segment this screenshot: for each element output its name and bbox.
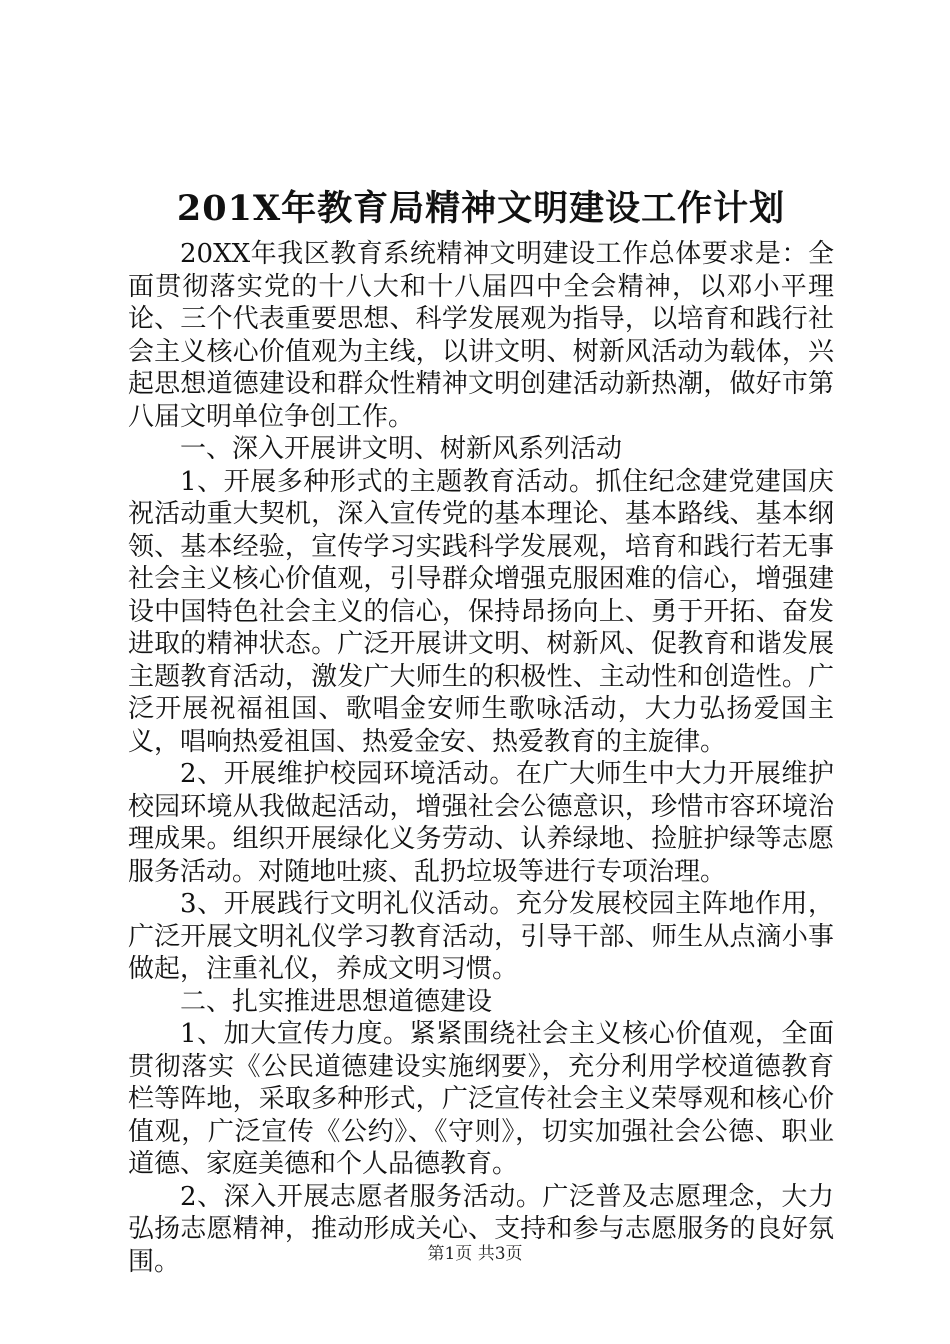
intro-paragraph: 20XX年我区教育系统精神文明建设工作总体要求是：全面贯彻落实党的十八大和十八届四中全会精神，以邓小平理论、三个代表重要思想、科学发展观为指导，以培育和践行社会主义核心价值观为主线，以讲文明、树新风活动为载体，兴起思想道德建设和群众性精神文明创建活动新热潮，做好市第八届文明单位争创工作。 xyxy=(128,239,834,432)
paragraph-2-1: 1、加大宣传力度。紧紧围绕社会主义核心价值观，全面贯彻落实《公民道德建设实施纲要》，充分利用学校道德教育栏等阵地，采取多种形式，广泛宣传社会主义荣辱观和核心价值观，广泛宣传《公约》、《守则》，切实加强社会公德、职业道德、家庭美德和个人品德教育。 xyxy=(128,1019,834,1179)
paragraph-1-3: 3、开展践行文明礼仪活动。充分发展校园主阵地作用，广泛开展文明礼仪学习教育活动，引导干部、师生从点滴小事做起，注重礼仪，养成文明习惯。 xyxy=(128,889,834,984)
paragraph-2-2: 2、深入开展志愿者服务活动。广泛普及志愿理念，大力弘扬志愿精神，推动形成关心、支持和参与志愿服务的良好氛围。 xyxy=(128,1181,834,1277)
paragraph-1-1: 1、开展多种形式的主题教育活动。抓住纪念建党建国庆祝活动重大契机，深入宣传党的基本理论、基本路线、基本纲领、基本经验，宣传学习实践科学发展观，培育和践行若无事社会主义核心价值观，引导群众增强克服困难的信心，增强建设中国特色社会主义的信心，保持昂扬向上、勇于开拓、奋发进取的精神状态。广泛开展讲文明、树新风、促教育和谐发展主题教育活动，激发广大师生的积极性、主动性和创造性。广泛开展祝福祖国、歌唱金安师生歌咏活动，大力弘扬爱国主义，唱响热爱祖国、热爱金安、热爱教育的主旋律。 xyxy=(128,466,834,757)
page-number-footer: 第1页 共3页 xyxy=(427,1244,523,1264)
section-heading-2: 二、扎实推进思想道德建设 xyxy=(180,986,493,1017)
document-title: 201X年教育局精神文明建设工作计划 xyxy=(176,188,786,229)
paragraph-1-2: 2、开展维护校园环境活动。在广大师生中大力开展维护校园环境从我做起活动，增强社会公德意识，珍惜市容环境治理成果。组织开展绿化义务劳动、认养绿地、捡脏护绿等志愿服务活动。对随地吐痰、乱扔垃圾等进行专项治理。 xyxy=(128,759,834,887)
document-page xyxy=(128,186,834,1278)
section-heading-1: 一、深入开展讲文明、树新风系列活动 xyxy=(180,434,623,464)
